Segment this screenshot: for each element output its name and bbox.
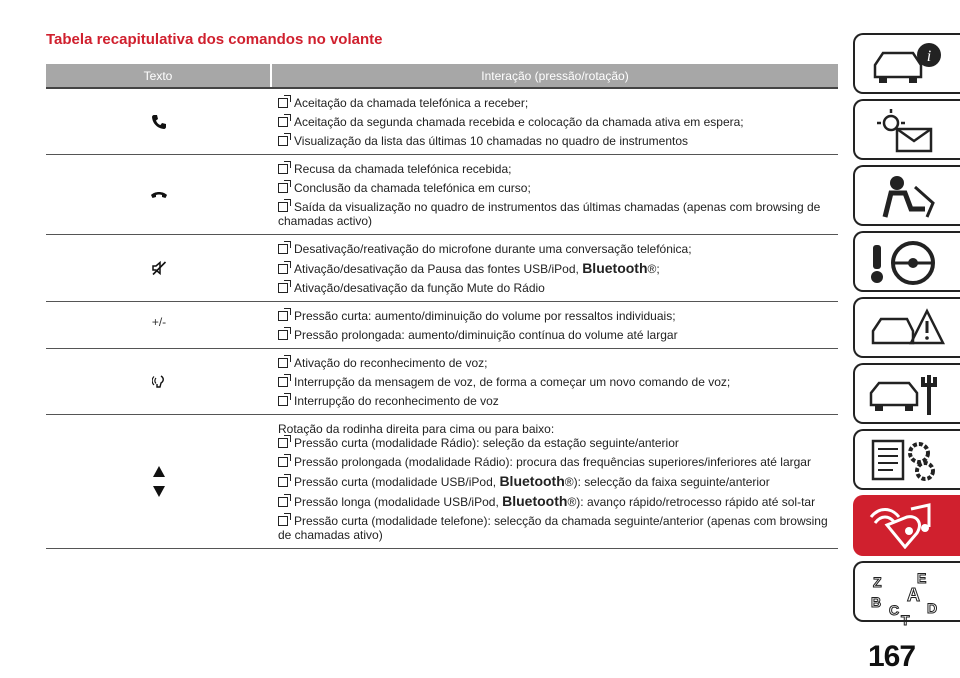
tab-multimedia[interactable] — [853, 495, 960, 556]
phone-hangup-icon — [150, 190, 168, 200]
list-item: Pressão curta (modalidade Rádio): seleção da estação seguinte/anterior — [278, 436, 838, 450]
seat-safety-icon — [867, 173, 947, 219]
list-item: Interrupção do reconhecimento de voz — [278, 394, 838, 408]
list-item: Desativação/reativação do microfone durante uma conversação telefónica; — [278, 242, 838, 256]
page-title: Tabela recapitulativa dos comandos no volante — [46, 31, 383, 48]
svg-text:i: i — [926, 48, 932, 65]
bullet-icon — [278, 358, 288, 368]
svg-text:D: D — [927, 600, 938, 616]
bullet-icon — [278, 283, 288, 293]
list-item: Recusa da chamada telefónica recebida; — [278, 162, 838, 176]
list-item: Pressão prolongada (modalidade Rádio): procura das frequências superiores/inferiores até largar — [278, 455, 838, 469]
list-item: Aceitação da chamada telefónica a receber; — [278, 96, 838, 110]
row-icon-cell — [46, 415, 272, 548]
tab-car-info[interactable] — [853, 33, 960, 94]
tab-index[interactable] — [853, 561, 960, 627]
svg-text:T: T — [901, 612, 910, 627]
list-item: Pressão curta (modalidade USB/iPod, Bluetooth®): selecção da faixa seguinte/anterior — [278, 474, 838, 489]
svg-text:A: A — [907, 585, 920, 605]
list-item: Pressão curta (modalidade telefone): selecção da chamada seguinte/anterior (apenas com browsing de chamadas ativo) — [278, 514, 828, 542]
tab-accident[interactable] — [853, 297, 960, 358]
bullet-icon — [278, 117, 288, 127]
page-number: 167 — [868, 640, 916, 673]
warning-lights-icon — [867, 107, 947, 153]
bullet-icon — [278, 98, 288, 108]
svg-text:C: C — [889, 602, 900, 618]
header-interacao: Interação (pressão/rotação) — [481, 68, 629, 83]
row-intro: Rotação da rodinha direita para cima ou para baixo: — [278, 422, 555, 436]
table-row — [46, 89, 838, 155]
bullet-icon — [278, 457, 288, 467]
row-icon-cell — [46, 235, 272, 301]
list-item: Conclusão da chamada telefónica em curso; — [278, 181, 838, 195]
table-row — [46, 415, 838, 549]
bullet-icon — [278, 497, 288, 507]
voice-command-icon — [152, 374, 166, 390]
bluetooth-word: Bluetooth — [582, 260, 648, 276]
list-item: Aceitação da segunda chamada recebida e colocação da chamada ativa em espera; — [278, 115, 838, 129]
bullet-icon — [278, 396, 288, 406]
list-item: Pressão longa (modalidade USB/iPod, Bluetooth®): avanço rápido/retrocesso rápido até sol-tar — [278, 494, 838, 509]
table-row — [46, 349, 838, 415]
bullet-icon — [278, 516, 288, 526]
table-row — [46, 302, 838, 349]
table-header — [46, 64, 838, 89]
bluetooth-word: Bluetooth — [499, 473, 565, 489]
tab-service[interactable] — [853, 363, 960, 424]
bullet-icon — [278, 311, 288, 321]
tab-seat-safety[interactable] — [853, 165, 960, 226]
list-item: Ativação/desativação da Pausa das fontes USB/iPod, Bluetooth®; — [278, 261, 838, 276]
list-item: Saída da visualização no quadro de instrumentos das últimas chamadas (apenas com browsing de chamadas activo) — [278, 200, 821, 228]
svg-text:B: B — [871, 594, 882, 610]
mute-icon — [151, 260, 167, 276]
bullet-icon — [278, 477, 288, 487]
list-item: Pressão prolongada: aumento/diminuição contínua do volume até largar — [278, 328, 838, 342]
multimedia-icon — [867, 503, 947, 549]
bullet-icon — [278, 330, 288, 340]
bullet-icon — [278, 164, 288, 174]
row-icon-cell — [46, 349, 272, 414]
header-texto: Texto — [46, 64, 272, 87]
chapter-tabs — [853, 33, 960, 627]
svg-text:Z: Z — [873, 574, 882, 590]
phone-accept-icon — [151, 114, 167, 130]
tab-specs[interactable] — [853, 429, 960, 490]
accident-icon — [867, 305, 947, 351]
list-item: Interrupção da mensagem de voz, de forma a começar um novo comando de voz; — [278, 375, 838, 389]
tab-warning-lights[interactable] — [853, 99, 960, 160]
bullet-icon — [278, 202, 288, 212]
bullet-icon — [278, 183, 288, 193]
bluetooth-word: Bluetooth — [502, 493, 568, 509]
list-item: Visualização da lista das últimas 10 chamadas no quadro de instrumentos — [278, 134, 838, 148]
bullet-icon — [278, 244, 288, 254]
row-label-cell: +/- — [151, 315, 167, 329]
row-icon-cell — [46, 89, 272, 154]
car-info-icon — [867, 41, 947, 87]
commands-table — [46, 64, 838, 549]
scroll-wheel-icon — [152, 465, 166, 499]
specs-gears-icon — [867, 437, 947, 483]
alphabet-index-icon — [867, 569, 947, 627]
tab-steering-key[interactable] — [853, 231, 960, 292]
table-row — [46, 235, 838, 302]
bullet-icon — [278, 377, 288, 387]
bullet-icon — [278, 136, 288, 146]
list-item: Ativação/desativação da função Mute do Rádio — [278, 281, 838, 295]
service-car-icon — [867, 371, 947, 417]
list-item: Pressão curta: aumento/diminuição do volume por ressaltos individuais; — [278, 309, 838, 323]
row-icon-cell — [46, 155, 272, 234]
steering-key-icon — [867, 239, 947, 285]
bullet-icon — [278, 438, 288, 448]
svg-text:E: E — [917, 570, 927, 586]
list-item: Ativação do reconhecimento de voz; — [278, 356, 838, 370]
table-row — [46, 155, 838, 235]
bullet-icon — [278, 264, 288, 274]
